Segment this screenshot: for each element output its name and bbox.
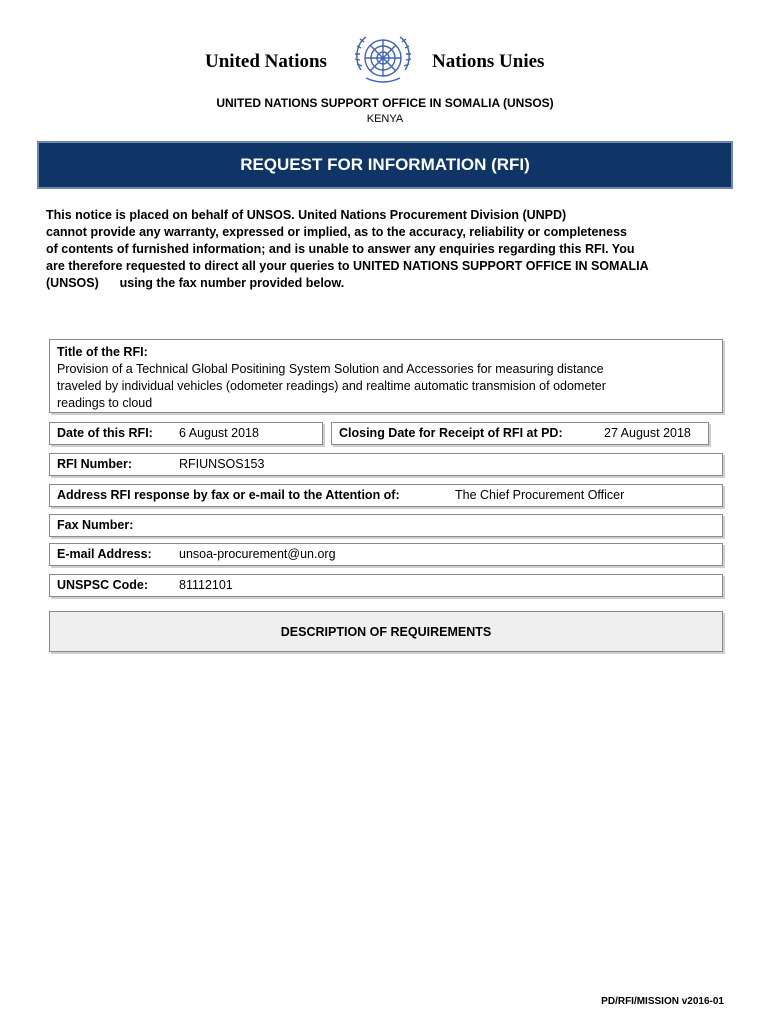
notice-line: This notice is placed on behalf of UNSOS. United Nations Procurement Division (UNPD) [46, 208, 567, 222]
description-section-header [49, 611, 723, 652]
unspsc-label: UNSPSC Code: [57, 578, 148, 592]
notice-line: are therefore requested to direct all your queries to UNITED NATIONS SUPPORT OFFICE IN SOMALIA [46, 259, 649, 273]
address-label: Address RFI response by fax or e-mail to the Attention of: [57, 488, 400, 502]
org-name-english: United Nations [205, 51, 327, 72]
office-name: UNITED NATIONS SUPPORT OFFICE IN SOMALIA (UNSOS) [216, 96, 554, 110]
rfi-number-label: RFI Number: [57, 457, 132, 471]
rfi-number-value: RFIUNSOS153 [179, 457, 265, 471]
rfi-number-field [49, 453, 723, 476]
closing-date-label: Closing Date for Receipt of RFI at PD: [339, 426, 563, 440]
rfi-title-value-line: readings to cloud [57, 396, 153, 410]
address-field [49, 484, 723, 507]
rfi-date-value: 6 August 2018 [179, 426, 259, 440]
country-name: KENYA [366, 113, 404, 125]
notice-line: (UNSOS) using the fax number provided below. [46, 276, 345, 290]
fax-field [49, 514, 723, 537]
notice-line: of contents of furnished information; and is unable to answer any enquiries regarding this RFI. You [46, 242, 635, 256]
un-emblem-icon [348, 30, 418, 90]
rfi-title-value-line: Provision of a Technical Global Positining System Solution and Accessories for measuring distance [57, 362, 604, 376]
rfi-title-field [49, 339, 723, 413]
address-value: The Chief Procurement Officer [455, 488, 625, 502]
description-heading: DESCRIPTION OF REQUIREMENTS [280, 624, 492, 639]
rfi-date-field [49, 422, 323, 445]
notice-line: cannot provide any warranty, expressed or implied, as to the accuracy, reliability or completeness [46, 225, 627, 239]
email-value[interactable]: unsoa-procurement@un.org [179, 547, 336, 561]
notice-paragraph [46, 207, 726, 292]
closing-date-field [331, 422, 709, 445]
closing-date-value: 27 August 2018 [604, 426, 691, 440]
form-version-code: PD/RFI/MISSION v2016-01 [601, 996, 724, 1007]
fax-label: Fax Number: [57, 518, 134, 532]
banner-title: REQUEST FOR INFORMATION (RFI) [240, 155, 530, 174]
email-label: E-mail Address: [57, 547, 152, 561]
rfi-title-banner [37, 141, 733, 189]
org-name-french: Nations Unies [432, 51, 545, 72]
rfi-title-label: Title of the RFI: [57, 345, 148, 359]
rfi-title-value-line: traveled by individual vehicles (odometer readings) and realtime automatic transmision of odometer [57, 379, 606, 393]
email-field [49, 543, 723, 566]
unspsc-field [49, 574, 723, 597]
rfi-date-label: Date of this RFI: [57, 426, 153, 440]
unspsc-value: 81112101 [179, 578, 233, 592]
